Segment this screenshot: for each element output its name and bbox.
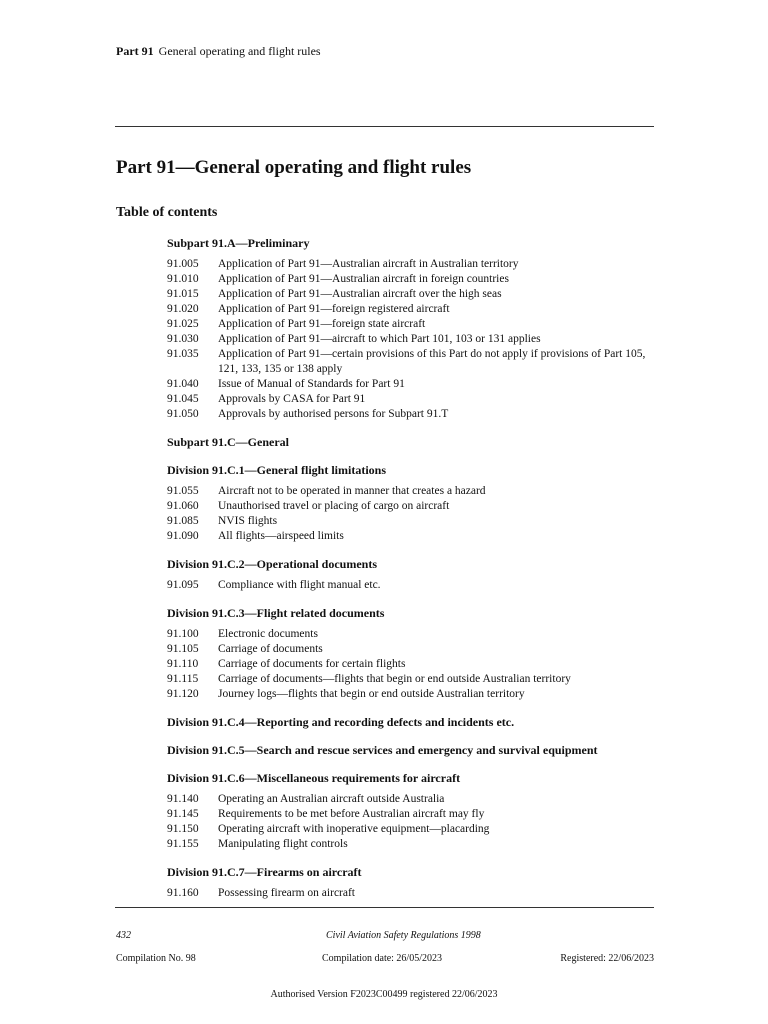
- header-part-title: General operating and flight rules: [158, 44, 321, 58]
- toc-entry-number: 91.045: [167, 393, 199, 405]
- toc-section-heading: Division 91.C.6—Miscellaneous requirements for aircraft: [167, 771, 461, 785]
- toc-entry-title: Application of Part 91—aircraft to which Part 101, 103 or 131 applies: [218, 333, 541, 345]
- toc-entry-title: Requirements to be met before Australian aircraft may fly: [218, 808, 485, 820]
- toc-entry-number: 91.010: [167, 273, 199, 285]
- compilation-number: Compilation No. 98: [116, 953, 196, 964]
- toc-section-heading: Division 91.C.5—Search and rescue services and emergency and survival equipment: [167, 743, 598, 757]
- toc-entry-number: 91.140: [167, 793, 199, 805]
- toc-section-heading: Division 91.C.4—Reporting and recording defects and incidents etc.: [167, 715, 515, 729]
- regulation-title: Civil Aviation Safety Regulations 1998: [326, 930, 481, 941]
- toc-entry-number: 91.050: [167, 408, 199, 420]
- toc-entry[interactable]: [167, 317, 657, 332]
- toc-entry-title: Operating an Australian aircraft outside Australia: [218, 793, 445, 805]
- toc-entry-title: NVIS flights: [218, 515, 278, 527]
- header-divider: [115, 126, 654, 127]
- toc-section-heading: Division 91.C.1—General flight limitations: [167, 463, 386, 477]
- toc-entry[interactable]: [167, 657, 657, 672]
- toc-entry-title: Carriage of documents: [218, 643, 323, 655]
- toc-entry[interactable]: [167, 257, 657, 272]
- toc-entry-number: 91.085: [167, 515, 199, 527]
- running-header: [116, 44, 321, 59]
- toc-entry-title: Application of Part 91—Australian aircraft in foreign countries: [218, 273, 509, 285]
- toc-entry[interactable]: [167, 687, 657, 702]
- toc-entry[interactable]: [167, 807, 657, 822]
- toc-entry-number: 91.110: [167, 658, 199, 670]
- toc-entry-title: Compliance with flight manual etc.: [218, 579, 381, 591]
- registered-date: Registered: 22/06/2023: [560, 953, 654, 964]
- toc-entry-number: 91.040: [167, 378, 199, 390]
- toc-section-heading: Division 91.C.2—Operational documents: [167, 557, 378, 571]
- toc-entry-number: 91.145: [167, 808, 199, 820]
- toc-entry-title: Application of Part 91—Australian aircraft over the high seas: [218, 288, 502, 300]
- toc-entry-number: 91.120: [167, 688, 199, 700]
- toc-entry-number: 91.055: [167, 485, 199, 497]
- toc-section-heading: Division 91.C.3—Flight related documents: [167, 606, 385, 620]
- toc-entry-number: 91.060: [167, 500, 199, 512]
- footer-bottom-row: [116, 953, 654, 964]
- toc-entry[interactable]: [167, 672, 657, 687]
- footer-top-row: [116, 930, 654, 941]
- toc-heading: Table of contents: [116, 205, 218, 220]
- toc-entry-title: Possessing firearm on aircraft: [218, 887, 356, 899]
- toc-entry[interactable]: [167, 514, 657, 529]
- toc-section-heading: Subpart 91.C—General: [167, 435, 290, 449]
- toc-entry-title: Unauthorised travel or placing of cargo on aircraft: [218, 500, 450, 512]
- toc-entry-title: Carriage of documents for certain flights: [218, 658, 406, 670]
- toc-entry[interactable]: [167, 529, 657, 544]
- toc-entry-title: Approvals by CASA for Part 91: [218, 393, 366, 405]
- toc-section-heading: Subpart 91.A—Preliminary: [167, 236, 310, 250]
- toc-entry-number: 91.015: [167, 288, 199, 300]
- toc-entry-title: Approvals by authorised persons for Subpart 91.T: [218, 408, 449, 420]
- toc-entry[interactable]: [167, 377, 657, 392]
- toc-entry-number: 91.005: [167, 258, 199, 270]
- toc-entry[interactable]: [167, 792, 657, 807]
- page-title: Part 91—General operating and flight rules: [116, 157, 472, 178]
- toc-entry[interactable]: [167, 272, 657, 287]
- table-of-contents: [167, 236, 657, 901]
- toc-entry[interactable]: [167, 822, 657, 837]
- toc-entry-number: 91.035: [167, 348, 199, 360]
- toc-entry-title: Aircraft not to be operated in manner that creates a hazard: [218, 485, 486, 497]
- header-part-label: Part 91: [116, 44, 154, 58]
- toc-entry-title: Application of Part 91—foreign state aircraft: [218, 318, 426, 330]
- toc-entry-title: Application of Part 91—certain provisions of this Part do not apply if provisions of Part 105, 121, 133, 135 or 138 apply: [218, 348, 646, 375]
- toc-entry[interactable]: [167, 302, 657, 317]
- toc-entry[interactable]: [167, 627, 657, 642]
- toc-entry-number: 91.020: [167, 303, 199, 315]
- toc-entry-number: 91.115: [167, 673, 199, 685]
- toc-entry-title: Journey logs—flights that begin or end outside Australian territory: [218, 688, 525, 700]
- toc-entry[interactable]: [167, 407, 657, 422]
- toc-entry-number: 91.150: [167, 823, 199, 835]
- toc-entry[interactable]: [167, 886, 657, 901]
- toc-section-heading: Division 91.C.7—Firearms on aircraft: [167, 865, 362, 879]
- toc-entry-number: 91.160: [167, 887, 199, 899]
- toc-entry-number: 91.100: [167, 628, 199, 640]
- toc-entry[interactable]: [167, 837, 657, 852]
- toc-entry-title: Electronic documents: [218, 628, 318, 640]
- toc-entry-number: 91.105: [167, 643, 199, 655]
- toc-entry-title: All flights—airspeed limits: [218, 530, 344, 542]
- toc-entry[interactable]: [167, 578, 657, 593]
- page-number: 432: [116, 930, 131, 941]
- toc-entry[interactable]: [167, 642, 657, 657]
- toc-entry[interactable]: [167, 392, 657, 407]
- toc-entry-title: Issue of Manual of Standards for Part 91: [218, 378, 405, 390]
- toc-entry-number: 91.090: [167, 530, 199, 542]
- toc-entry-title: Application of Part 91—Australian aircraft in Australian territory: [218, 258, 519, 270]
- toc-entry-title: Operating aircraft with inoperative equipment—placarding: [218, 823, 490, 835]
- authorised-version: Authorised Version F2023C00499 registered 22/06/2023: [270, 989, 498, 1000]
- toc-entry-title: Manipulating flight controls: [218, 838, 348, 850]
- toc-entry-number: 91.095: [167, 579, 199, 591]
- toc-entry[interactable]: [167, 287, 657, 302]
- compilation-date: Compilation date: 26/05/2023: [322, 953, 442, 964]
- footer-divider: [115, 907, 654, 908]
- toc-entry-number: 91.155: [167, 838, 199, 850]
- toc-entry[interactable]: [167, 499, 657, 514]
- toc-entry-title: Carriage of documents—flights that begin or end outside Australian territory: [218, 673, 571, 685]
- toc-entry-number: 91.030: [167, 333, 199, 345]
- toc-entry[interactable]: [167, 484, 657, 499]
- toc-entry[interactable]: [167, 332, 657, 347]
- toc-entry-title: Application of Part 91—foreign registered aircraft: [218, 303, 450, 315]
- toc-entry[interactable]: [167, 347, 657, 377]
- toc-entry-number: 91.025: [167, 318, 199, 330]
